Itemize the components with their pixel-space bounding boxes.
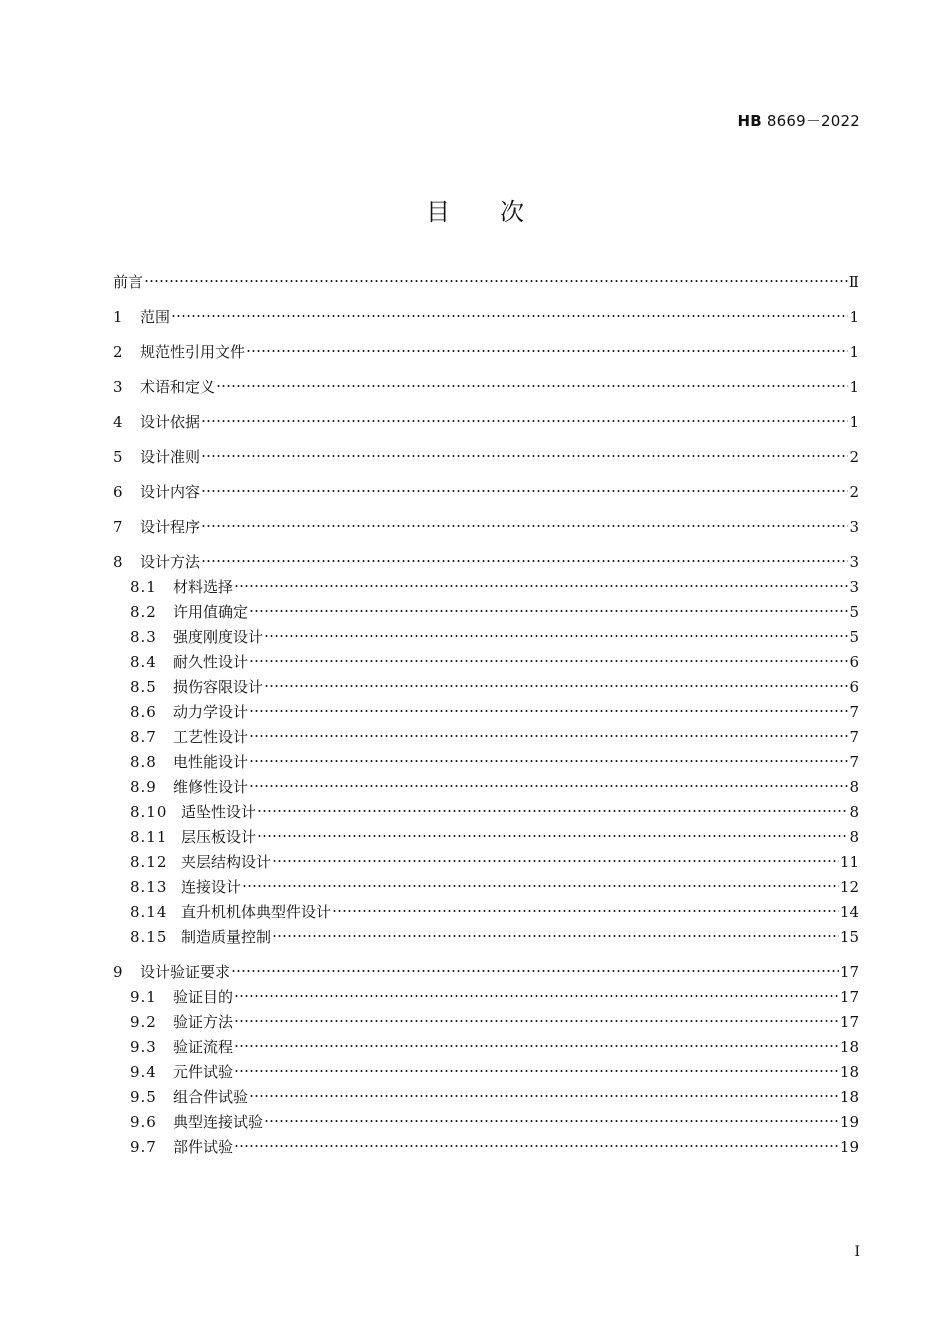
toc-entry[interactable] <box>113 410 859 435</box>
toc-leader-dots <box>332 909 839 913</box>
toc-leader-dots <box>201 524 848 528</box>
toc-leader-dots <box>264 684 848 688</box>
toc-leader-dots <box>234 1069 839 1073</box>
toc-leader-dots <box>249 759 848 763</box>
toc-entry-label: 前言 <box>113 273 144 291</box>
toc-entry[interactable] <box>113 875 859 900</box>
toc-entry-page: 1 <box>849 413 859 431</box>
toc-entry[interactable] <box>113 375 859 400</box>
toc-entry[interactable] <box>113 1035 859 1060</box>
toc-leader-dots <box>201 419 848 423</box>
toc-entry-page: 7 <box>849 703 859 721</box>
toc-entry-label: 验证方法 <box>173 1013 234 1031</box>
toc-entry-number: 8.1 <box>130 578 157 596</box>
toc-entry[interactable] <box>113 515 859 540</box>
toc-entry-page: 17 <box>839 1013 859 1031</box>
toc-entry[interactable] <box>113 750 859 775</box>
toc-entry[interactable] <box>113 600 859 625</box>
toc-entry-page: 6 <box>849 678 859 696</box>
toc-entry-number: 8.9 <box>130 778 157 796</box>
toc-leader-dots <box>234 1044 839 1048</box>
toc-entry[interactable] <box>113 270 859 295</box>
toc-leader-dots <box>234 1144 839 1148</box>
toc-entry-number: 8.13 <box>130 878 168 896</box>
toc-entry[interactable] <box>113 625 859 650</box>
toc-entry-label: 设计准则 <box>140 448 201 466</box>
toc-leader-dots <box>234 1019 839 1023</box>
toc-entry-number: 7 <box>113 518 123 536</box>
toc-entry-label: 组合件试验 <box>173 1088 249 1106</box>
toc-entry-number: 9 <box>113 963 123 981</box>
toc-entry[interactable] <box>113 1085 859 1110</box>
toc-leader-dots <box>249 1094 839 1098</box>
toc-entry-page: 7 <box>849 753 859 771</box>
toc-leader-dots <box>264 634 848 638</box>
toc-entry[interactable] <box>113 1060 859 1085</box>
document-code-number: 8669－2022 <box>766 112 860 130</box>
toc-entry-number: 2 <box>113 343 123 361</box>
toc-entry-page: 18 <box>839 1063 859 1081</box>
toc-entry-page: 1 <box>849 308 859 326</box>
toc-entry-number: 9.2 <box>130 1013 157 1031</box>
toc-leader-dots <box>272 934 839 938</box>
toc-entry-label: 范围 <box>140 308 171 326</box>
toc-entry-label: 典型连接试验 <box>173 1113 264 1131</box>
toc-entry-page: 11 <box>839 853 859 871</box>
toc-entry-number: 8.14 <box>130 903 168 921</box>
toc-entry-number: 9.6 <box>130 1113 157 1131</box>
toc-entry-label: 部件试验 <box>173 1138 234 1156</box>
toc-leader-dots <box>201 559 848 563</box>
toc-entry-page: 19 <box>839 1138 859 1156</box>
toc-entry-page: 15 <box>839 928 859 946</box>
toc-leader-dots <box>216 384 848 388</box>
toc-entry-label: 设计验证要求 <box>140 963 231 981</box>
toc-entry[interactable] <box>113 550 859 575</box>
toc-entry-label: 设计内容 <box>140 483 201 501</box>
toc-entry-page: 3 <box>849 553 859 571</box>
toc-entry-number: 8.12 <box>130 853 168 871</box>
toc-entry[interactable] <box>113 480 859 505</box>
toc-entry-number: 8 <box>113 553 123 571</box>
toc-entry-page: 8 <box>849 778 859 796</box>
toc-entry-label: 元件试验 <box>173 1063 234 1081</box>
toc-entry[interactable] <box>113 850 859 875</box>
toc-entry-label: 验证流程 <box>173 1038 234 1056</box>
toc-entry-label: 验证目的 <box>173 988 234 1006</box>
toc-entry-number: 8.5 <box>130 678 157 696</box>
toc-leader-dots <box>234 584 848 588</box>
toc-entry-number: 8.4 <box>130 653 157 671</box>
toc-entry-number: 8.6 <box>130 703 157 721</box>
toc-entry[interactable] <box>113 675 859 700</box>
toc-entry-label: 耐久性设计 <box>173 653 249 671</box>
toc-leader-dots <box>264 1119 839 1123</box>
toc-entry-number: 8.15 <box>130 928 168 946</box>
toc-title <box>0 192 950 227</box>
toc-entry-number: 9.4 <box>130 1063 157 1081</box>
toc-entry-page: 5 <box>849 628 859 646</box>
toc-entry-page: 3 <box>849 518 859 536</box>
toc-leader-dots <box>249 709 848 713</box>
toc-entry-label: 直升机机体典型件设计 <box>181 903 332 921</box>
toc-entry-number: 9.3 <box>130 1038 157 1056</box>
toc-leader-dots <box>201 489 848 493</box>
toc-entry-page: 3 <box>849 578 859 596</box>
toc-entry-number: 8.11 <box>130 828 168 846</box>
toc-entry-page: 5 <box>849 603 859 621</box>
toc-entry-label: 规范性引用文件 <box>140 343 246 361</box>
toc-leader-dots <box>249 609 848 613</box>
toc-leader-dots <box>171 314 848 318</box>
toc-leader-dots <box>242 884 839 888</box>
toc-leader-dots <box>272 859 839 863</box>
toc-leader-dots <box>249 734 848 738</box>
toc-entry-label: 许用值确定 <box>173 603 249 621</box>
toc-title-char-1: 目 <box>426 198 450 226</box>
toc-leader-dots <box>246 349 848 353</box>
toc-entry-number: 9.7 <box>130 1138 157 1156</box>
toc-entry[interactable] <box>113 1110 859 1135</box>
toc-leader-dots <box>249 659 848 663</box>
toc-entry-page: 18 <box>839 1038 859 1056</box>
toc-entry-label: 设计程序 <box>140 518 201 536</box>
toc-entry-page: 8 <box>849 828 859 846</box>
toc-entry[interactable] <box>113 340 859 365</box>
toc-entry-number: 3 <box>113 378 123 396</box>
toc-entry-page: 7 <box>849 728 859 746</box>
toc-entry-page: 17 <box>839 963 859 981</box>
toc-entry[interactable] <box>113 725 859 750</box>
toc-entry-number: 5 <box>113 448 123 466</box>
toc-entry[interactable] <box>113 650 859 675</box>
toc-entry-label: 电性能设计 <box>173 753 249 771</box>
toc-leader-dots <box>257 834 848 838</box>
toc-entry-label: 制造质量控制 <box>181 928 272 946</box>
toc-entry-label: 材料选择 <box>173 578 234 596</box>
toc-entry-page: 6 <box>849 653 859 671</box>
toc-entry[interactable] <box>113 305 859 330</box>
toc-entry-page: 19 <box>839 1113 859 1131</box>
toc-entry-number: 9.5 <box>130 1088 157 1106</box>
toc-entry-label: 工艺性设计 <box>173 728 249 746</box>
toc-entry[interactable] <box>113 825 859 850</box>
toc-leader-dots <box>249 784 848 788</box>
toc-leader-dots <box>231 969 839 973</box>
toc-entry-page: 2 <box>849 483 859 501</box>
page-number: I <box>854 1244 860 1260</box>
toc-entry-page: 1 <box>849 378 859 396</box>
toc-entry-number: 1 <box>113 308 123 326</box>
toc-leader-dots <box>144 279 848 283</box>
toc-entry-number: 8.2 <box>130 603 157 621</box>
toc-entry-number: 9.1 <box>130 988 157 1006</box>
toc-entry-label: 连接设计 <box>181 878 242 896</box>
toc-entry[interactable] <box>113 575 859 600</box>
toc-entry-label: 适坠性设计 <box>181 803 257 821</box>
table-of-contents <box>113 270 859 1160</box>
toc-entry-number: 8.10 <box>130 803 168 821</box>
toc-entry-number: 8.7 <box>130 728 157 746</box>
document-code <box>737 110 860 131</box>
toc-leader-dots <box>257 809 848 813</box>
toc-entry-page: 18 <box>839 1088 859 1106</box>
document-code-prefix: HB <box>737 112 762 130</box>
toc-entry-number: 8.3 <box>130 628 157 646</box>
toc-entry[interactable] <box>113 925 859 950</box>
toc-entry[interactable] <box>113 800 859 825</box>
toc-entry-label: 设计方法 <box>140 553 201 571</box>
toc-entry-label: 强度刚度设计 <box>173 628 264 646</box>
toc-entry-label: 动力学设计 <box>173 703 249 721</box>
toc-entry-page: 14 <box>839 903 859 921</box>
toc-title-char-2: 次 <box>500 198 524 226</box>
toc-entry-page: 1 <box>849 343 859 361</box>
toc-leader-dots <box>201 454 848 458</box>
toc-entry[interactable] <box>113 445 859 470</box>
toc-entry-label: 术语和定义 <box>140 378 216 396</box>
toc-entry-number: 4 <box>113 413 123 431</box>
toc-entry-number: 8.8 <box>130 753 157 771</box>
toc-entry-label: 设计依据 <box>140 413 201 431</box>
toc-leader-dots <box>234 994 839 998</box>
toc-entry-page: Ⅱ <box>848 273 859 291</box>
toc-entry-page: 2 <box>849 448 859 466</box>
toc-entry-page: 12 <box>839 878 859 896</box>
toc-entry[interactable] <box>113 960 859 985</box>
toc-entry-label: 层压板设计 <box>181 828 257 846</box>
toc-entry-number: 6 <box>113 483 123 501</box>
toc-entry-label: 损伤容限设计 <box>173 678 264 696</box>
toc-entry-page: 8 <box>849 803 859 821</box>
toc-entry[interactable] <box>113 985 859 1010</box>
toc-entry-page: 17 <box>839 988 859 1006</box>
toc-entry[interactable] <box>113 1135 859 1160</box>
toc-entry[interactable] <box>113 900 859 925</box>
toc-entry[interactable] <box>113 1010 859 1035</box>
toc-entry-label: 夹层结构设计 <box>181 853 272 871</box>
toc-entry-label: 维修性设计 <box>173 778 249 796</box>
toc-entry[interactable] <box>113 775 859 800</box>
toc-entry[interactable] <box>113 700 859 725</box>
